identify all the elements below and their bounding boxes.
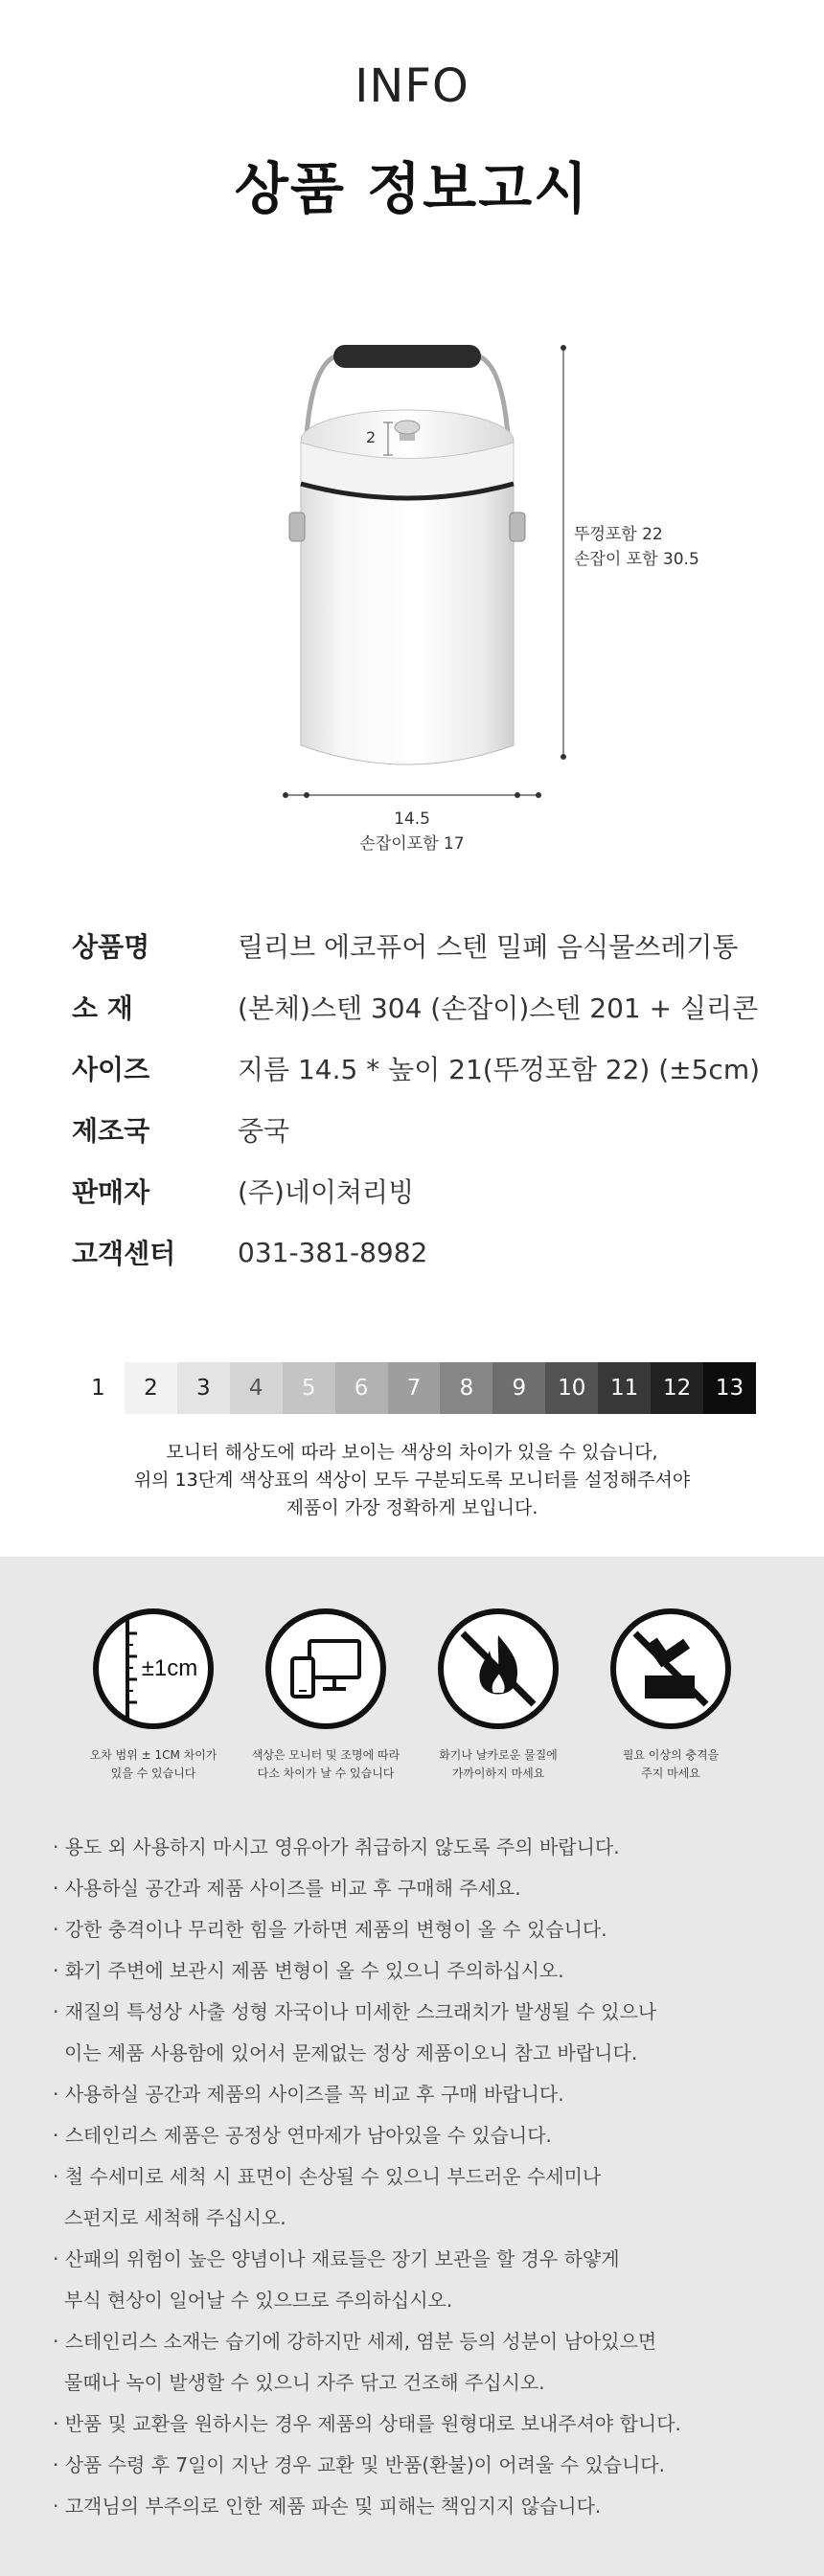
caution-section bbox=[0, 1557, 824, 2576]
spec-value: 031-381-8982 bbox=[238, 1236, 428, 1268]
color-swatch: 12 bbox=[651, 1362, 703, 1414]
color-swatch: 4 bbox=[230, 1362, 283, 1414]
color-scale bbox=[72, 1362, 756, 1414]
svg-text:±1cm: ±1cm bbox=[141, 1655, 198, 1681]
spec-row bbox=[72, 1037, 762, 1099]
caution-item-impact bbox=[589, 1607, 752, 1783]
spec-value: 중국 bbox=[238, 1115, 290, 1147]
caution-item-size bbox=[72, 1607, 235, 1783]
color-swatch: 5 bbox=[283, 1362, 335, 1414]
color-swatch: 8 bbox=[440, 1362, 492, 1414]
monitor-phone-icon bbox=[263, 1607, 388, 1731]
height-lid-label: 뚜껑포함 22 bbox=[574, 525, 663, 544]
diameter-label: 14.5 bbox=[394, 809, 430, 829]
spec-table bbox=[72, 915, 762, 1283]
bin-body bbox=[301, 484, 514, 764]
spec-label: 소 재 bbox=[72, 992, 133, 1024]
caution-notes bbox=[53, 1827, 800, 2527]
caution-icons bbox=[0, 1607, 824, 1780]
spec-value: (본체)스텐 304 (손잡이)스텐 201 + 실리콘 bbox=[238, 992, 759, 1024]
handle-grip bbox=[333, 345, 481, 368]
caution-note: 물때나 녹이 발생할 수 있으니 자주 닦고 건조해 주십시오. bbox=[64, 2371, 545, 2394]
spec-value: 릴리브 에코퓨어 스텐 밀폐 음식물쓰레기통 bbox=[238, 931, 739, 963]
caution-note: · 사용하실 공간과 제품의 사이즈를 꼭 비교 후 구매 바랍니다. bbox=[53, 2083, 564, 2106]
caution-note: · 상품 수령 후 7일이 지난 경우 교환 및 반품(환불)이 어려울 수 있습니다. bbox=[53, 2453, 665, 2476]
ruler-icon bbox=[91, 1607, 216, 1731]
spec-value: 지름 14.5 * 높이 21(뚜껑포함 22) (±5cm) bbox=[238, 1054, 761, 1085]
monitor-note-line: 위의 13단계 색상표의 색상이 모두 구분되도록 모니터를 설정해주셔야 bbox=[133, 1470, 691, 1491]
spec-label: 제조국 bbox=[72, 1115, 150, 1147]
spec-label: 사이즈 bbox=[72, 1054, 150, 1085]
spec-label: 고객센터 bbox=[72, 1238, 176, 1269]
caution-note: · 철 수세미로 세척 시 표면이 손상될 수 있으니 부드러운 수세미나 bbox=[53, 2165, 602, 2188]
product-image bbox=[230, 335, 632, 872]
caution-note: · 사용하실 공간과 제품 사이즈를 비교 후 구매해 주세요. bbox=[53, 1877, 521, 1900]
caution-caption: 필요 이상의 충격을 주지 마세요 bbox=[622, 1748, 720, 1780]
caution-note: · 화기 주변에 보관시 제품 변형이 올 수 있으니 주의하십시오. bbox=[53, 1959, 564, 1982]
caution-caption: 화기나 날카로운 물질에 가까이하지 마세요 bbox=[439, 1748, 558, 1780]
spec-row bbox=[72, 1160, 762, 1221]
color-swatch: 11 bbox=[598, 1362, 651, 1414]
diameter-handle-label: 손잡이포함 17 bbox=[359, 833, 465, 854]
monitor-note bbox=[0, 1439, 824, 1522]
caution-note: · 산패의 위험이 높은 양념이나 재료들은 장기 보관을 할 경우 하얗게 bbox=[53, 2247, 620, 2270]
color-swatch: 13 bbox=[703, 1362, 756, 1414]
lid-knob bbox=[395, 421, 420, 434]
color-swatch: 6 bbox=[335, 1362, 388, 1414]
height-handle-label: 손잡이 포함 30.5 bbox=[574, 549, 699, 569]
color-swatch: 10 bbox=[545, 1362, 598, 1414]
caution-note: · 반품 및 교환을 원하시는 경우 제품의 상태를 원형대로 보내주셔야 합니다. bbox=[53, 2412, 681, 2435]
monitor-note-line: 모니터 해상도에 따라 보이는 색상의 차이가 있을 수 있습니다, bbox=[166, 1442, 658, 1463]
no-impact-icon bbox=[608, 1607, 733, 1731]
caution-item-fire bbox=[417, 1607, 580, 1783]
width-dimension bbox=[326, 808, 498, 856]
color-swatch: 2 bbox=[125, 1362, 177, 1414]
knob-height-label: 2 bbox=[366, 428, 377, 446]
caution-item-color bbox=[244, 1607, 407, 1783]
no-fire-icon bbox=[436, 1607, 561, 1731]
caution-note: · 재질의 특성상 사출 성형 자국이나 미세한 스크래치가 발생될 수 있으나 bbox=[53, 2000, 657, 2023]
height-dimension bbox=[574, 523, 699, 572]
monitor-note-line: 제품이 가장 정확하게 보입니다. bbox=[286, 1497, 538, 1518]
page-title: 상품 정보고시 bbox=[234, 156, 590, 221]
spec-row bbox=[72, 1221, 762, 1283]
caution-note: · 스테인리스 소재는 습기에 강하지만 세제, 염분 등의 성분이 남아있으면 bbox=[53, 2330, 657, 2353]
spec-label: 판매자 bbox=[72, 1176, 150, 1208]
color-swatch: 3 bbox=[177, 1362, 230, 1414]
spec-label: 상품명 bbox=[72, 931, 150, 963]
info-label: INFO bbox=[355, 59, 469, 113]
spec-value: (주)네이쳐리빙 bbox=[238, 1176, 415, 1208]
color-swatch: 7 bbox=[388, 1362, 441, 1414]
spec-row bbox=[72, 915, 762, 976]
caution-caption: 색상은 모니터 및 조명에 따라 다소 차이가 날 수 있습니다 bbox=[251, 1748, 401, 1780]
caution-note: 이는 제품 사용함에 있어서 문제없는 정상 제품이오니 참고 바랍니다. bbox=[64, 2041, 638, 2064]
caution-note: · 고객님의 부주의로 인한 제품 파손 및 피해는 책임지지 않습니다. bbox=[53, 2495, 602, 2518]
caution-note: · 스테인리스 제품은 공정상 연마제가 남아있을 수 있습니다. bbox=[53, 2124, 552, 2147]
spec-row bbox=[72, 1099, 762, 1160]
caution-note: 스펀지로 세척해 주십시오. bbox=[64, 2206, 286, 2229]
caution-caption: 오차 범위 ± 1CM 차이가 있을 수 있습니다 bbox=[89, 1748, 217, 1780]
spec-row bbox=[72, 976, 762, 1037]
caution-note: · 강한 충격이나 무리한 힘을 가하면 제품의 변형이 올 수 있습니다. bbox=[53, 1918, 607, 1941]
caution-note: 부식 현상이 일어날 수 있으므로 주의하십시오. bbox=[64, 2289, 453, 2312]
color-swatch: 1 bbox=[72, 1362, 125, 1414]
caution-note: · 용도 외 사용하지 마시고 영유아가 취급하지 않도록 주의 바랍니다. bbox=[53, 1835, 620, 1858]
color-swatch: 9 bbox=[492, 1362, 545, 1414]
